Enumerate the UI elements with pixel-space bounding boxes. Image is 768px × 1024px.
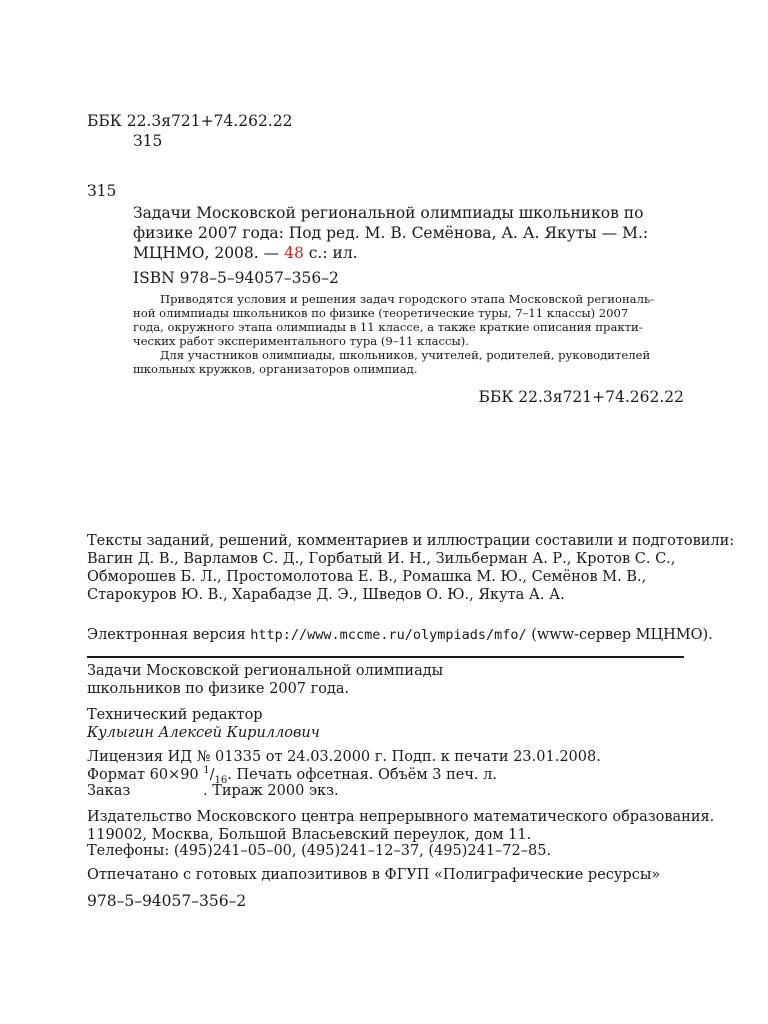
audience-line-1: Для участников олимпиады, школьников, учителей, родителей, руководителей [160, 348, 651, 362]
license-line: Лицензия ИД № 01335 от 24.03.2000 г. Подп. к печати 23.01.2008. [87, 749, 601, 765]
editor-role: Технический редактор [87, 707, 263, 723]
order-label: Заказ [87, 783, 131, 799]
print-run: . Тираж 2000 экз. [203, 783, 339, 799]
printing-house: Отпечатано с готовых диапозитивов в ФГУП «Полиграфические ресурсы» [87, 867, 661, 883]
electronic-version [87, 626, 713, 645]
electronic-version-note: (www-сервер МЦНМО). [531, 627, 713, 643]
electronic-version-url[interactable]: http://www.mccme.ru/olympiads/mfo/ [250, 627, 527, 643]
audience-line-2: школьных кружков, организаторов олимпиад. [133, 362, 418, 376]
publisher-line-1: Издательство Московского центра непрерывного математического образования. [87, 809, 715, 825]
format-fraction-numerator: 1 [203, 765, 210, 777]
bbk-index: ББК 22.3я721+74.262.22 [87, 112, 293, 130]
publisher-line-3: Телефоны: (495)241–05–00, (495)241–12–37, (495)241–72–85. [87, 843, 552, 859]
catalog-isbn: ISBN 978–5–94057–356–2 [133, 269, 339, 287]
catalog-bbk-right: ББК 22.3я721+74.262.22 [478, 388, 684, 406]
catalog-imprint-line [133, 242, 358, 264]
author-mark: З15 [133, 132, 163, 150]
catalog-author-mark: З15 [87, 182, 117, 200]
format-line: Формат 60×90 $^1/_{16}$. Печать офсетная. Объём 3 печ. л. [87, 765, 497, 786]
annotation-line-1: Приводятся условия и решения задач городского этапа Московской региональ- [160, 292, 655, 306]
annotation-line-3: года, окружного этапа олимпиады в 11 классе, а также краткие описания практи- [133, 320, 643, 334]
isbn-bottom: 978–5–94057–356–2 [87, 892, 247, 910]
credits-line-3: Обморошев Б. Л., Простомолотова Е. В., Ромашка М. Ю., Семёнов М. В., [87, 569, 647, 585]
credits-line-2: Вагин Д. В., Варламов С. Д., Горбатый И. Н., Зильберман А. Р., Кротов С. С., [87, 551, 676, 567]
horizontal-rule [87, 656, 684, 658]
electronic-version-label: Электронная версия [87, 627, 246, 643]
catalog-title-line-2: физике 2007 года: Под ред. М. В. Семёнова, А. А. Якуты — М.: [133, 224, 649, 242]
format-prefix: Формат 60×90 [87, 767, 199, 783]
credits-line-4: Старокуров Ю. В., Харабадзе Д. Э., Шведов О. Ю., Якута А. А. [87, 587, 565, 603]
page-count: 48 [284, 244, 304, 262]
imprint-prefix: МЦНМО, 2008. — [133, 244, 280, 262]
catalog-title-line-1: Задачи Московской региональной олимпиады школьников по [133, 204, 644, 222]
credits-line-1: Тексты заданий, решений, комментариев и иллюстрации составили и подготовили: [87, 533, 735, 549]
annotation-line-2: ной олимпиады школьников по физике (теоретические туры, 7–11 классы) 2007 [133, 306, 629, 320]
editor-name: Кулыгин Алексей Кириллович [87, 725, 320, 741]
imprint-title-line-2: школьников по физике 2007 года. [87, 681, 350, 697]
format-suffix: . Печать офсетная. Объём 3 печ. л. [227, 767, 497, 783]
publisher-line-2: 119002, Москва, Большой Власьевский переулок, дом 11. [87, 827, 532, 843]
format-fraction-denominator: 16 [214, 774, 228, 786]
imprint-suffix: с.: ил. [308, 244, 358, 262]
annotation-line-4: ческих работ экспериментального тура (9–11 классы). [133, 334, 469, 348]
imprint-title-line-1: Задачи Московской региональной олимпиады [87, 663, 444, 679]
